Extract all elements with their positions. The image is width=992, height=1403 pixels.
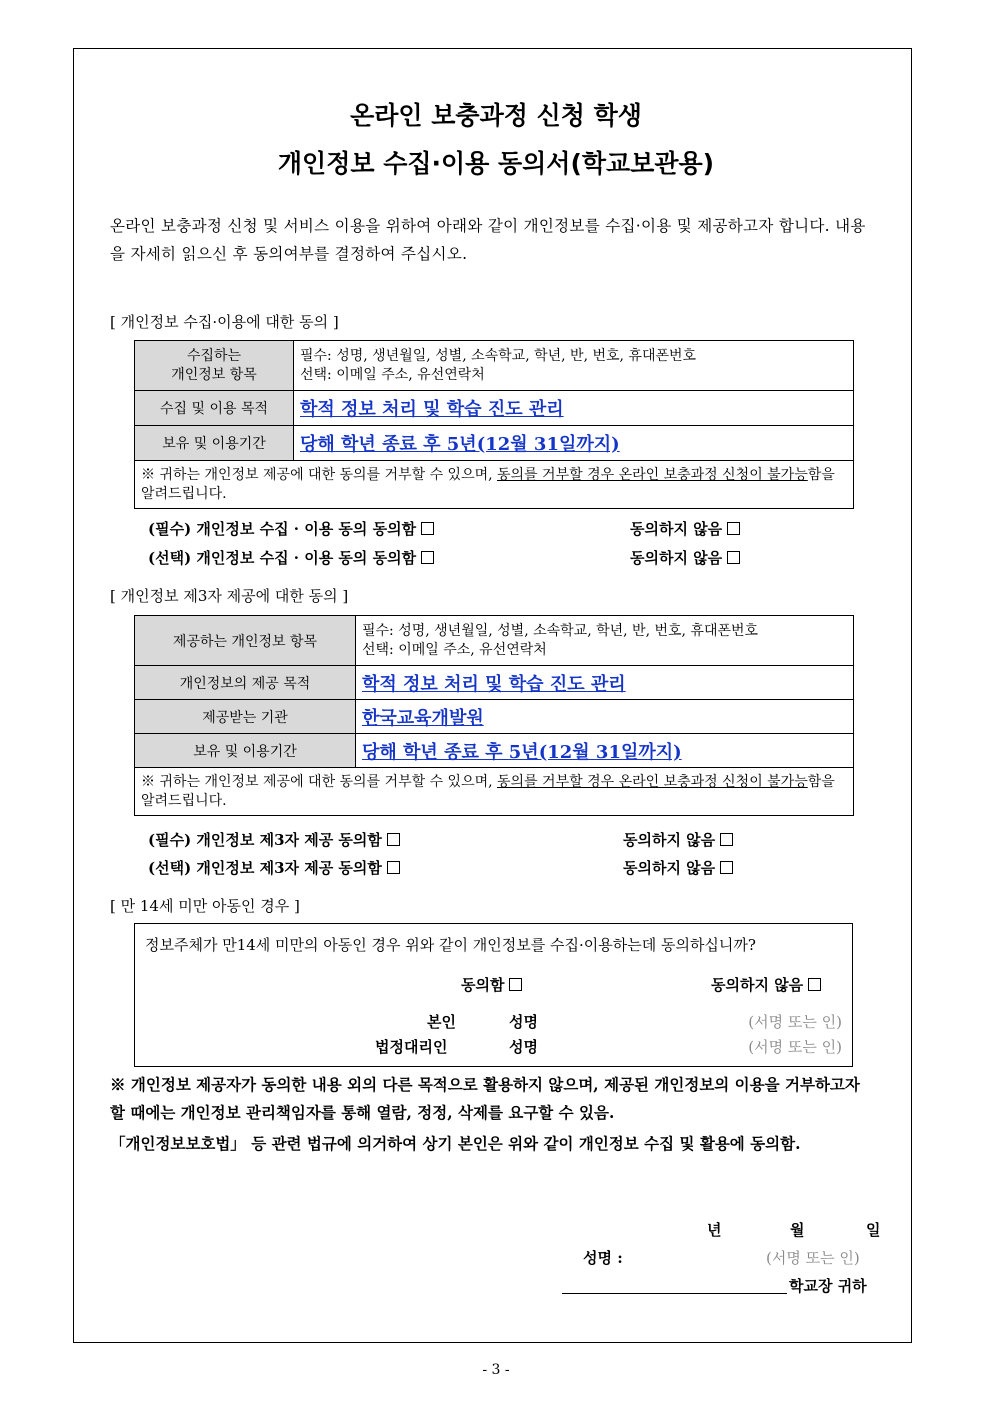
child-agree-row: 동의함 bbox=[461, 974, 522, 995]
third-party-optional-disagree-row: 동의하지 않음 bbox=[623, 857, 733, 878]
guardian-name-label: 성명 bbox=[509, 1038, 538, 1056]
third-party-required-disagree-row: 동의하지 않음 bbox=[623, 829, 733, 850]
third-party-table bbox=[134, 615, 854, 816]
refusal-note: ※ 귀하는 개인정보 제공에 대한 동의를 거부할 수 있으며, 동의를 거부할 경우 온라인 보충과정 신청이 불가능함을 알려드립니다. bbox=[135, 461, 854, 509]
third-party-optional-agree-checkbox[interactable] bbox=[387, 861, 400, 874]
third-party-required-agree-checkbox[interactable] bbox=[387, 833, 400, 846]
school-name-line[interactable] bbox=[562, 1293, 787, 1294]
provide-refusal-note: ※ 귀하는 개인정보 제공에 대한 동의를 거부할 수 있으며, 동의를 거부할 경우 온라인 보충과정 신청이 불가능함을 알려드립니다. bbox=[135, 768, 854, 816]
provide-purpose-value: 학적 정보 처리 및 학습 진도 관리 bbox=[356, 666, 854, 700]
intro-paragraph: 온라인 보충과정 신청 및 서비스 이용을 위하여 아래와 같이 개인정보를 수집·이용 및 제공하고자 합니다. 내용을 자세히 읽으신 후 동의여부를 결정하여 주십시오. bbox=[110, 217, 866, 263]
optional-disagree-row: 동의하지 않음 bbox=[630, 547, 740, 568]
child-consent-box bbox=[134, 923, 853, 1067]
year-label: 년 bbox=[707, 1221, 722, 1239]
optional-disagree-checkbox[interactable] bbox=[727, 551, 740, 564]
items-label: 수집하는 개인정보 항목 bbox=[135, 341, 294, 391]
purpose-value: 학적 정보 처리 및 학습 진도 관리 bbox=[294, 391, 854, 426]
self-label: 본인 bbox=[427, 1013, 456, 1031]
provided-items-label: 제공하는 개인정보 항목 bbox=[135, 616, 356, 666]
required-agree-checkbox[interactable] bbox=[421, 522, 434, 535]
third-party-optional-disagree-checkbox[interactable] bbox=[720, 861, 733, 874]
child-agree-checkbox[interactable] bbox=[509, 978, 522, 991]
required-disagree-checkbox[interactable] bbox=[727, 522, 740, 535]
items-value: 필수: 성명, 생년월일, 성별, 소속학교, 학년, 반, 번호, 휴대폰번호 선택: 이메일 주소, 유선연락처 bbox=[294, 341, 854, 391]
guardian-label: 법정대리인 bbox=[375, 1038, 448, 1056]
recipient-value: 한국교육개발원 bbox=[356, 700, 854, 734]
page-number: - 3 - bbox=[482, 1362, 510, 1378]
privacy-notice: ※ 개인정보 제공자가 동의한 내용 외의 다른 목적으로 활용하지 않으며, 제공된 개인정보의 이용을 거부하고자 할 때에는 개인정보 관리책임자를 통해 열람, 정정, 삭제를 요구할 수 있음. bbox=[110, 1075, 860, 1122]
provide-period-label: 보유 및 이용기간 bbox=[135, 734, 356, 768]
signature-field[interactable]: (서명 또는 인) bbox=[766, 1249, 860, 1267]
child-disagree-checkbox[interactable] bbox=[808, 978, 821, 991]
title-line-2: 개인정보 수집·이용 동의서(학교보관용) bbox=[277, 149, 715, 178]
title-line-1: 온라인 보충과정 신청 학생 bbox=[350, 101, 642, 130]
third-party-required-disagree-checkbox[interactable] bbox=[720, 833, 733, 846]
signature-name-label: 성명 : bbox=[583, 1249, 623, 1267]
legal-consent: 「개인정보보호법」 등 관련 법규에 의거하여 상기 본인은 위와 같이 개인정보 수집 및 활용에 동의함. bbox=[110, 1134, 801, 1153]
required-disagree-row: 동의하지 않음 bbox=[630, 518, 740, 539]
self-sign-field[interactable]: (서명 또는 인) bbox=[748, 1013, 842, 1031]
addressee: 학교장 귀하 bbox=[789, 1277, 867, 1295]
optional-consent-row: (선택) 개인정보 수집 · 이용 동의 동의함 bbox=[148, 547, 434, 568]
day-label: 일 bbox=[866, 1221, 881, 1239]
child-disagree-row: 동의하지 않음 bbox=[711, 974, 821, 995]
required-consent-row: (필수) 개인정보 수집 · 이용 동의 동의함 bbox=[148, 518, 434, 539]
month-label: 월 bbox=[790, 1221, 805, 1239]
self-name-label: 성명 bbox=[509, 1013, 538, 1031]
period-label: 보유 및 이용기간 bbox=[135, 426, 294, 461]
provide-period-value: 당해 학년 종료 후 5년(12월 31일까지) bbox=[356, 734, 854, 768]
section3-heading: [ 만 14세 미만 아동인 경우 ] bbox=[110, 897, 300, 915]
third-party-optional-row: (선택) 개인정보 제3자 제공 동의함 bbox=[148, 857, 400, 878]
provided-items-value: 필수: 성명, 생년월일, 성별, 소속학교, 학년, 반, 번호, 휴대폰번호 선택: 이메일 주소, 유선연락처 bbox=[356, 616, 854, 666]
guardian-sign-field[interactable]: (서명 또는 인) bbox=[748, 1038, 842, 1056]
collection-table bbox=[134, 340, 854, 509]
third-party-required-row: (필수) 개인정보 제3자 제공 동의함 bbox=[148, 829, 400, 850]
provide-purpose-label: 개인정보의 제공 목적 bbox=[135, 666, 356, 700]
child-question: 정보주체가 만14세 미만의 아동인 경우 위와 같이 개인정보를 수집·이용하는데 동의하십니까? bbox=[145, 936, 756, 954]
purpose-label: 수집 및 이용 목적 bbox=[135, 391, 294, 426]
recipient-label: 제공받는 기관 bbox=[135, 700, 356, 734]
period-value: 당해 학년 종료 후 5년(12월 31일까지) bbox=[294, 426, 854, 461]
section2-heading: [ 개인정보 제3자 제공에 대한 동의 ] bbox=[110, 587, 349, 605]
optional-agree-checkbox[interactable] bbox=[421, 551, 434, 564]
section1-heading: [ 개인정보 수집·이용에 대한 동의 ] bbox=[110, 313, 339, 331]
